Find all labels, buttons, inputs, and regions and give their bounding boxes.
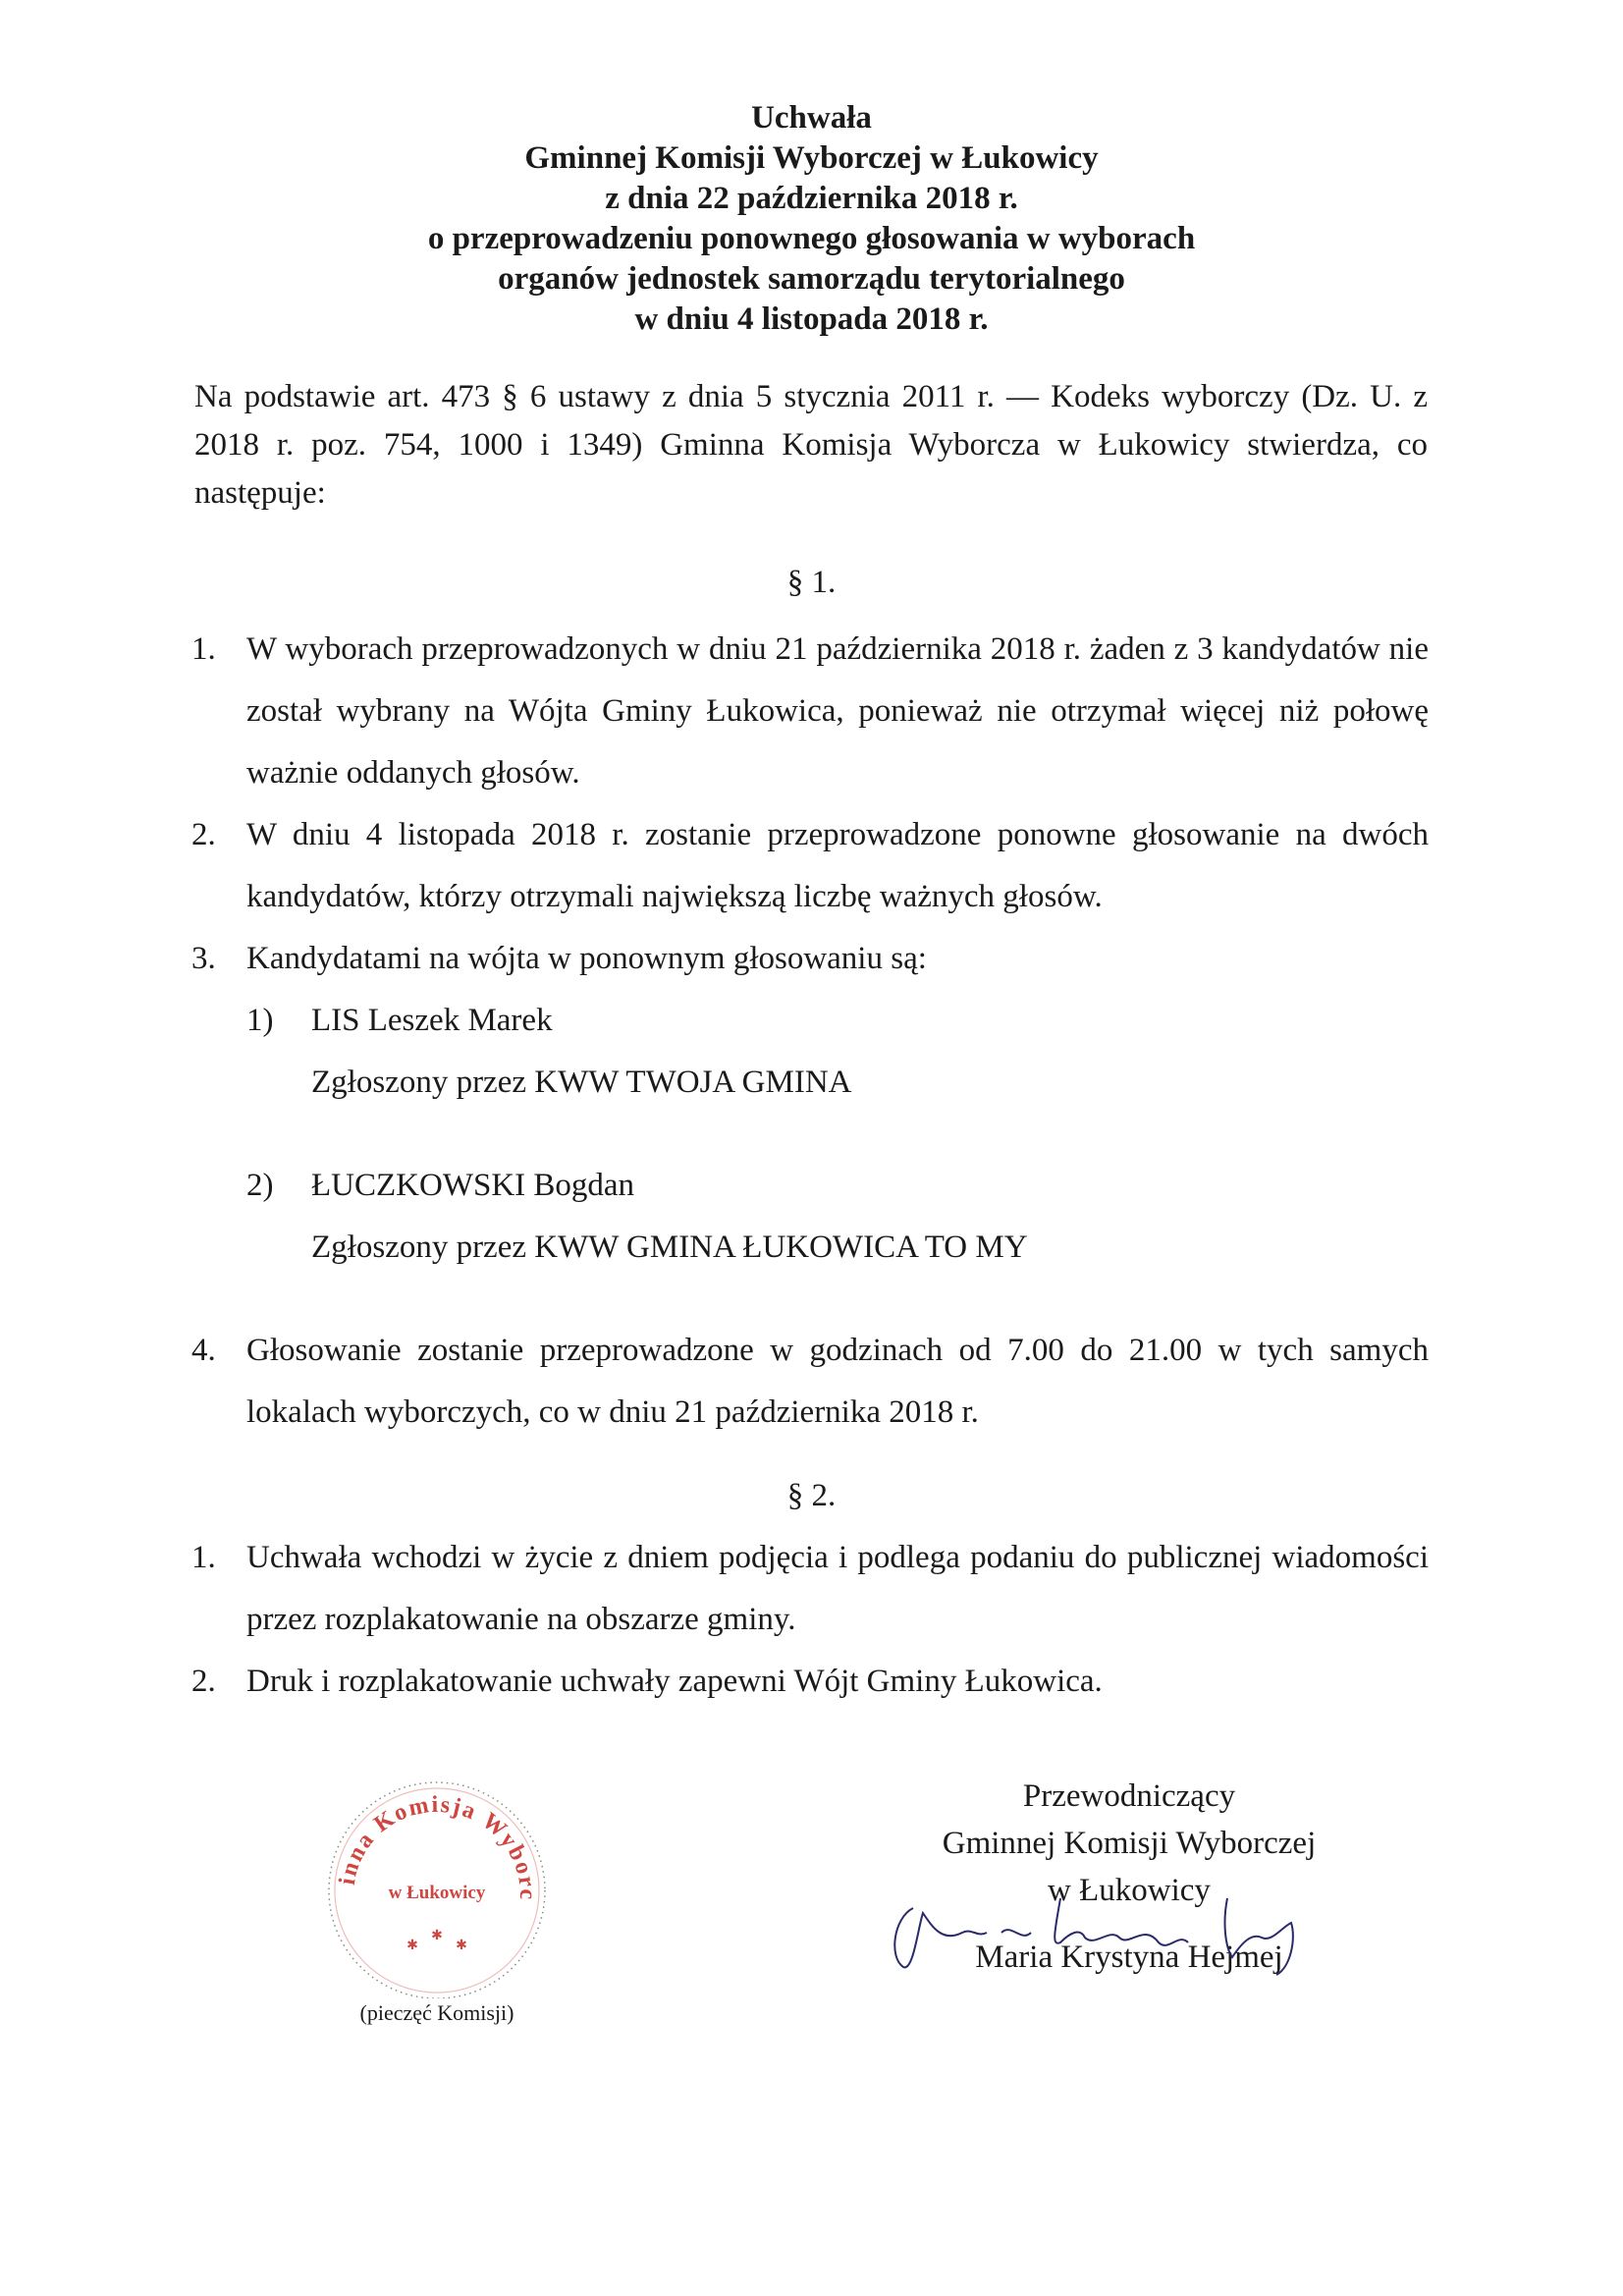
signature-role: Przewodniczący — [1022, 1778, 1236, 1814]
title-line-5: organów jednostek samorządu terytorialnego — [498, 261, 1125, 297]
item-text: Głosowanie zostanie przeprowadzone w godzinach od 7.00 do 21.00 w tych samych lokalach wyborczych, co w dniu 21 października 2018 r. — [246, 1333, 1429, 1430]
section-1-item-3 — [191, 928, 1429, 990]
svg-text:✱: ✱ — [456, 1939, 467, 1953]
candidate-1 — [246, 990, 1429, 1114]
svg-text:✱: ✱ — [406, 1939, 418, 1953]
section-2-item-2 — [191, 1651, 1429, 1713]
stamp-seal-icon — [314, 1773, 560, 1998]
section-1-item-4 — [191, 1320, 1429, 1444]
item-number: 4. — [191, 1333, 216, 1368]
section-2-mark: § 2. — [786, 1478, 837, 1513]
signatory-name-wrap — [884, 1934, 1375, 1981]
title-line-4: o przeprowadzeniu ponownego głosowania w wyborach — [427, 221, 1196, 256]
signature-block — [884, 1773, 1375, 1981]
title-line-3: z dnia 22 października 2018 r. — [605, 181, 1018, 216]
section-1-item-1 — [191, 619, 1429, 804]
section-2-item-1 — [191, 1527, 1429, 1651]
section-2-list — [191, 1527, 1429, 1713]
item-number: 2. — [191, 1664, 216, 1699]
item-number: 3. — [191, 941, 216, 976]
stamp-outer-text: inna Komisja Wyborc — [334, 1791, 541, 1902]
signature-body: Gminnej Komisji Wyborczej — [942, 1826, 1317, 1861]
candidate-name: LIS Leszek Marek — [311, 1003, 553, 1038]
section-1-list — [191, 619, 1429, 1444]
title-line-6: w dniu 4 listopada 2018 r. — [634, 301, 989, 337]
item-text: Druk i rozplakatowanie uchwały zapewni Wójt Gminy Łukowica. — [246, 1664, 1103, 1699]
signature-place: w Łukowicy — [1048, 1873, 1211, 1908]
item-number: 2. — [191, 817, 216, 852]
item-text: W dniu 4 listopada 2018 r. zostanie przeprowadzone ponowne głosowanie na dwóch kandydatów, którzy otrzymali największą liczbę ważnych głosów. — [246, 817, 1429, 914]
item-number: 1. — [191, 631, 216, 667]
signatory-name: Maria Krystyna Hejmej — [975, 1940, 1283, 1975]
candidate-name: ŁUCZKOWSKI Bogdan — [311, 1168, 635, 1203]
candidate-number: 1) — [246, 1003, 274, 1038]
item-number: 1. — [191, 1540, 216, 1575]
section-1-mark: § 1. — [786, 565, 837, 600]
candidate-nominated-by: Zgłoszony przez KWW TWOJA GMINA — [311, 1065, 852, 1100]
stamp-inner-text: w Łukowicy — [388, 1883, 486, 1903]
intro-paragraph: Na podstawie art. 473 § 6 ustawy z dnia 5 stycznia 2011 r. — Kodeks wyborczy (Dz. U. z 2018 r. poz. 754, 1000 i 1349) Gminna Komisja Wyborcza w Łukowicy stwierdza, co następuje: — [194, 379, 1428, 511]
candidate-nominated-by: Zgłoszony przez KWW GMINA ŁUKOWICA TO MY — [311, 1230, 1028, 1265]
item-text: Uchwała wchodzi w życie z dniem podjęcia i podlega podaniu do publicznej wiadomości przez rozplakatowanie na obszarze gminy. — [246, 1540, 1429, 1637]
item-text: Kandydatami na wójta w ponownym głosowaniu są: — [246, 941, 927, 976]
item-text: W wyborach przeprowadzonych w dniu 21 października 2018 r. żaden z 3 kandydatów nie został wybrany na Wójta Gminy Łukowica, ponieważ nie otrzymał więcej niż połowę ważnie oddanych głosów. — [246, 631, 1429, 791]
svg-text:✱: ✱ — [431, 1929, 443, 1943]
candidate-list — [246, 990, 1429, 1279]
section-1-item-2 — [191, 804, 1429, 928]
candidate-number: 2) — [246, 1168, 274, 1203]
title-line-2: Gminnej Komisji Wyborczej w Łukowicy — [524, 140, 1099, 176]
handwritten-signature-icon — [874, 1888, 1316, 1977]
title-line-1: Uchwała — [751, 100, 872, 136]
candidate-2 — [246, 1155, 1429, 1279]
stamp-caption: (pieczęć Komisji) — [359, 2000, 514, 2025]
document-title — [0, 98, 1623, 340]
commission-stamp — [314, 1773, 560, 2038]
